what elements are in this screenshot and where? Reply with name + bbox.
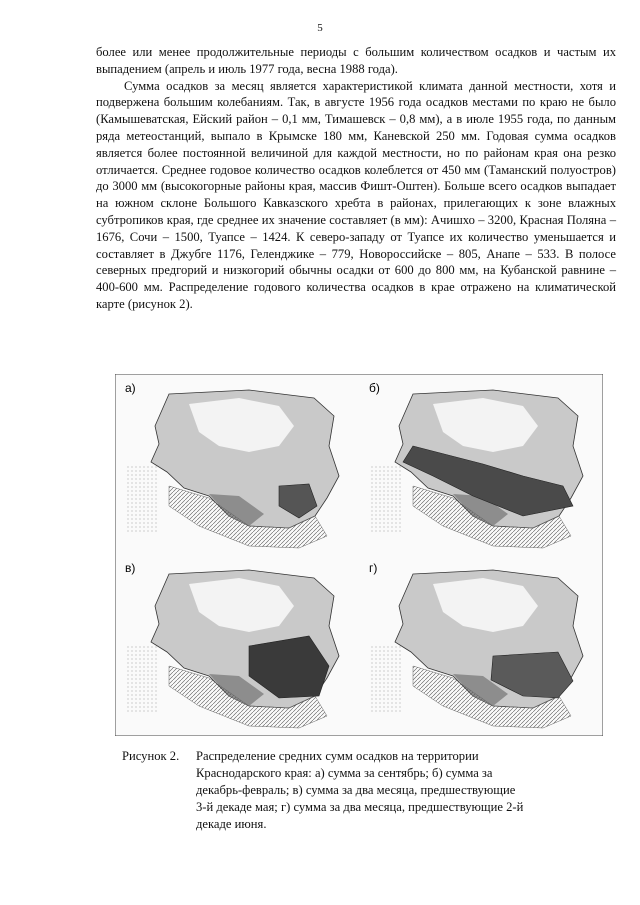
caption-label: Рисунок 2. (122, 749, 180, 763)
paragraph-1: более или менее продолжительные периоды с большим количеством осадков и частым их выпадением (апрель и июль 1977 года, весна 1988 года). (96, 45, 616, 76)
figure-caption (122, 748, 622, 833)
page-number: 5 (317, 22, 323, 34)
caption-text: Распределение средних сумм осадков на территории Краснодарского края: а) сумма за сентябрь; б) сумма за декабрь-февраль; в) сумма за два месяца, предшествующие 3-й декаде мая; г) сумма за два месяца, предшествующие 2-й декаде июня. (196, 749, 524, 831)
paragraph-2: Сумма осадков за месяц является характеристикой климата данной местности, хотя и подвержена большим колебаниям. Так, в августе 1956 года осадков местами по краю не было (Камышеватская, Ейский район – 0,1 мм, Тимашевск – 0,8 мм), а в июле 1955 года, по данным ряда метеостанций, выпало в Крымске 180 мм, Каневской 250 мм. Годовая сумма осадков является более постоянной величиной для каждой местности, но по районам края она резко отличается. Среднее годовое количество осадков колеблется от 450 мм (Таманский полуостров) до 3000 мм (высокогорные районы края, массив Фишт-Оштен). Больше всего осадков выпадает на южном склоне Большого Кавказского хребта в районах, прилегающих к зоне влажных субтропиков края, где среднее их значение составляет (в мм): Ачишхо – 3200, Красная Поляна – 1676, Сочи – 1500, Туапсе – 1424. К северо-западу от Туапсе их количество уменьшается и составляет в Джубге 1176, Геленджике – 779, Новороссийске – 805, Анапе – 533. В полосе северных предгорий и низкогорий обычны осадки от 600 до 800 мм, на Кубанской равнине – 400-600 мм. Распределение годового количества осадков в крае отражено на климатической карте (рисунок 2). (96, 78, 616, 311)
panel-label-d: г) (369, 561, 378, 575)
panel-label-c: в) (125, 561, 136, 575)
panel-label-b: б) (369, 381, 380, 395)
body-text (96, 44, 616, 313)
panel-label-a: а) (125, 381, 136, 395)
precipitation-maps-figure (115, 374, 603, 736)
